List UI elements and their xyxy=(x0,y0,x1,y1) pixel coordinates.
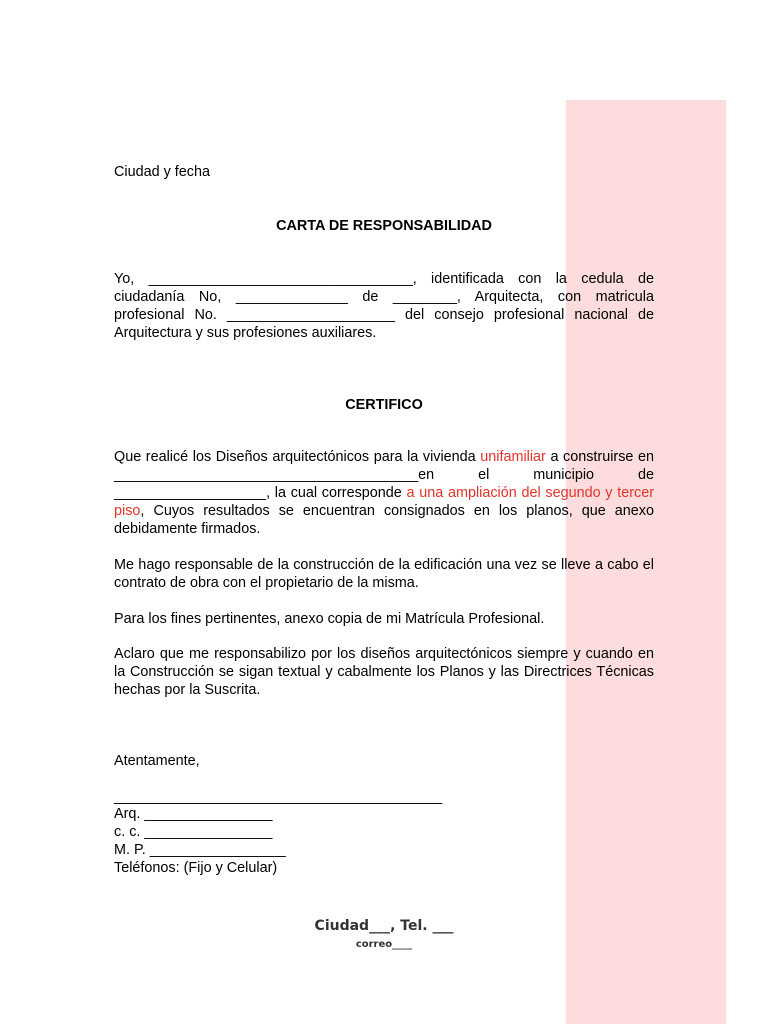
clarification-paragraph: Aclaro que me responsabilizo por los diseños arquitectónicos siempre y cuando en la Construcción se sigan textual y cabalmente los Planos y las Directrices Técnicas hechas por la Suscrita. xyxy=(114,646,654,698)
signature-line: _________________________________________ xyxy=(114,789,443,805)
certify-heading: CERTIFICO xyxy=(345,397,423,413)
responsibility-paragraph: Me hago responsable de la construcción de la edificación una vez se lleve a cabo el contrato de obra con el propietario de la misma. xyxy=(114,557,654,591)
architect-field: Arq. ________________ xyxy=(114,806,273,822)
annex-paragraph: Para los fines pertinentes, anexo copia de mi Matrícula Profesional. xyxy=(114,611,545,627)
id-card-field: c. c. ________________ xyxy=(114,824,273,840)
salutation: Atentamente, xyxy=(114,753,200,769)
intro-paragraph: Yo, _________________________________, identificada con la cedula de ciudadanía No, ______________ de ________, Arquitecta, con matricula profesional No. _____________________ del consejo profesional nacional de Arquitectura y sus profesiones auxiliares. xyxy=(114,271,654,341)
certify-text-3: , Cuyos resultados se encuentran consignados en los planos, que anexo debidamente firmados. xyxy=(114,503,654,537)
certify-paragraph xyxy=(114,448,654,538)
letter-title: CARTA DE RESPONSABILIDAD xyxy=(276,218,492,234)
certify-text-1: Que realicé los Diseños arquitectónicos para la vivienda xyxy=(114,449,481,465)
scope-highlight: a una ampliación del segundo y tercer piso xyxy=(114,485,654,519)
certify-text-2: a construirse en ______________________________________en el municipio de ___________________, la cual corresponde xyxy=(114,449,655,501)
footer-city-tel: Ciudad___, Tel. ___ xyxy=(314,918,454,934)
housing-type-highlight: unifamiliar xyxy=(480,449,546,465)
city-date: Ciudad y fecha xyxy=(114,164,210,180)
phones-field: Teléfonos: (Fijo y Celular) xyxy=(114,860,278,876)
professional-license-field: M. P. _________________ xyxy=(114,842,286,858)
footer-email: correo____ xyxy=(355,939,413,950)
